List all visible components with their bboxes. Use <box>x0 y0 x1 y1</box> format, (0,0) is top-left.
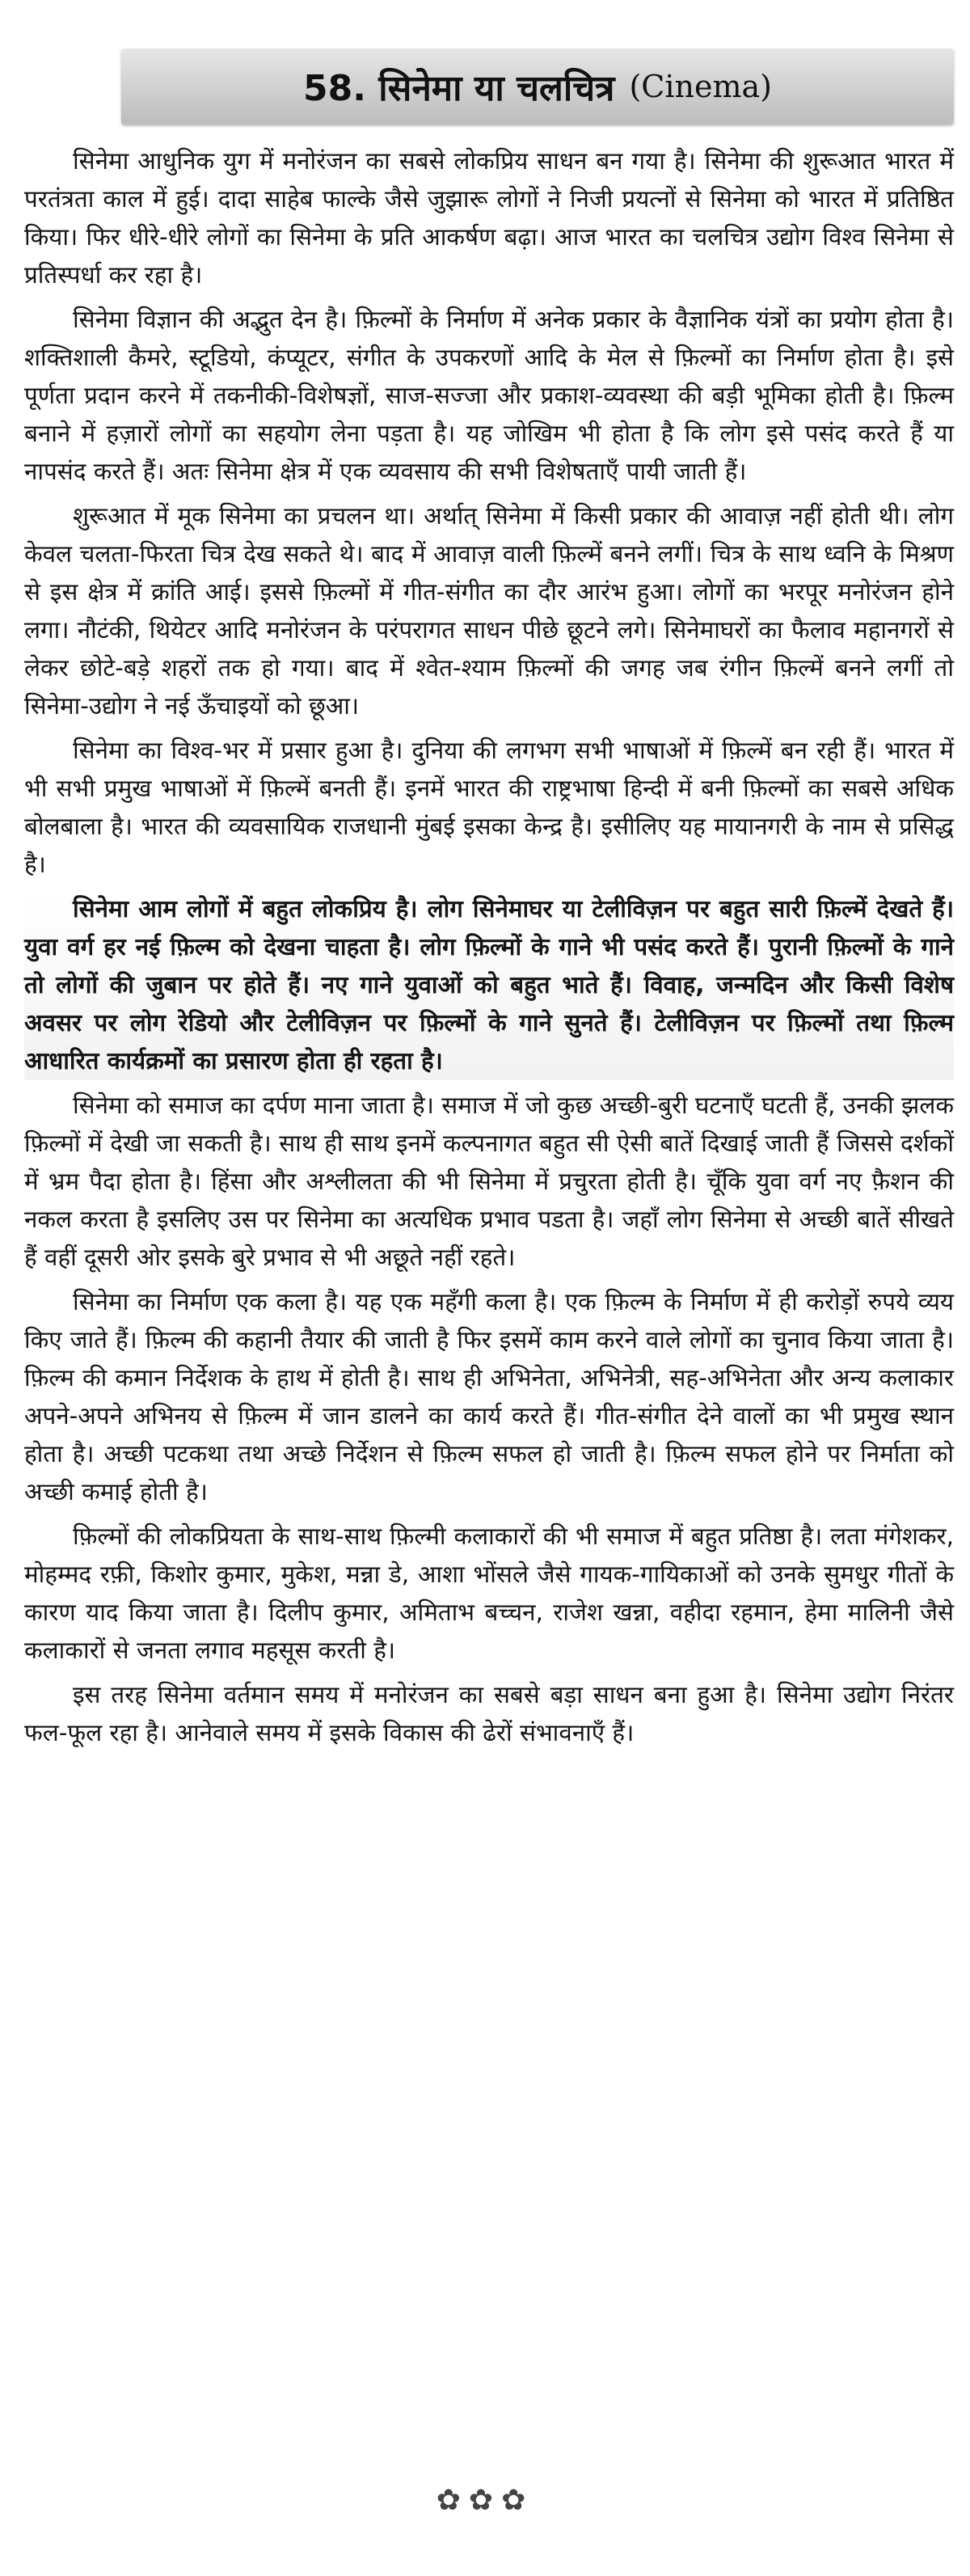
page-title-english: (Cinema) <box>629 69 772 104</box>
flower-ornament-icon: ✿✿✿ <box>436 2484 534 2517</box>
paragraph-popularity: सिनेमा आम लोगों में बहुत लोकप्रिय है। लोग सिनेमाघर या टेलीविज़न पर बहुत सारी फ़िल्में देखते हैं। युवा वर्ग हर नई फ़िल्म को देखना चाहता है। लोग फ़िल्मों के गाने भी पसंद करते हैं। पुरानी फ़िल्मों के गाने तो लोगों की जुबान पर होते हैं। नए गाने युवाओं को बहुत भाते हैं। विवाह, जन्मदिन और किसी विशेष अवसर पर लोग रेडियो और टेलीविज़न पर फ़िल्मों के गाने सुनते हैं। टेलीविज़न पर फ़िल्मों तथा फ़िल्म आधारित कार्यक्रमों का प्रसारण होता ही रहता है। <box>24 890 954 1080</box>
essay-body <box>24 142 954 1759</box>
paragraph-conclusion: इस तरह सिनेमा वर्तमान समय में मनोरंजन का सबसे बड़ा साधन बना हुआ है। सिनेमा उद्योग निरंतर फल-फूल रहा है। आनेवाले समय में इसके विकास की ढेरों संभावनाएँ हैं। <box>24 1681 954 1746</box>
paragraph-spread: सिनेमा का विश्व-भर में प्रसार हुआ है। दुनिया की लगभग सभी भाषाओं में फ़िल्में बन रही हैं। भारत में भी सभी प्रमुख भाषाओं में फ़िल्में बनती हैं। इनमें भारत की राष्ट्रभाषा हिन्दी में बनी फ़िल्मों का सबसे अधिक बोलबाला है। भारत की व्यवसायिक राजधानी मुंबई इसका केन्द्र है। इसीलिए यह मायानगरी के नाम से प्रसिद्ध है। <box>24 737 954 878</box>
paragraph-history: शुरूआत में मूक सिनेमा का प्रचलन था। अर्थात् सिनेमा में किसी प्रकार की आवाज़ नहीं होती थी। लोग केवल चलता-फिरता चित्र देख सकते थे। बाद में आवाज़ वाली फ़िल्में बनने लगीं। चित्र के साथ ध्वनि के मिश्रण से इस क्षेत्र में क्रांति आई। इससे फ़िल्मों में गीत-संगीत का दौर आरंभ हुआ। लोगों का भरपूर मनोरंजन होने लगा। नौटंकी, थियेटर आदि मनोरंजन के परंपरागत साधन पीछे छूटने लगे। सिनेमाघरों का फैलाव महानगरों से लेकर छोटे-बड़े शहरों तक हो गया। बाद में श्वेत-श्याम फ़िल्मों की जगह जब रंगीन फ़िल्में बनने लगीं तो सिनेमा-उद्योग ने नई ऊँचाइयों को छूआ। <box>24 502 954 720</box>
paragraph-society: सिनेमा को समाज का दर्पण माना जाता है। समाज में जो कुछ अच्छी-बुरी घटनाएँ घटती हैं, उनकी झलक फ़िल्मों में देखी जा सकती है। साथ ही साथ इनमें कल्पनागत बहुत सी ऐसी बातें दिखाई जाती हैं जिससे दर्शकों में भ्रम पैदा होता है। हिंसा और अश्लीलता की भी सिनेमा में प्रचुरता होती है। चूँकि युवा वर्ग नए फ़ैशन की नकल करता है इसलिए उस पर सिनेमा का अत्यधिक प्रभाव पडता है। जहाँ लोग सिनेमा से अच्छी बातें सीखते हैं वहीं दूसरी ओर इसके बुरे प्रभाव से भी अछूते नहीं रहते। <box>24 1092 954 1271</box>
title-banner <box>121 49 954 125</box>
paragraph-intro: सिनेमा आधुनिक युग में मनोरंजन का सबसे लोकप्रिय साधन बन गया है। सिनेमा की शुरूआत भारत में परतंत्रता काल में हुई। दादा साहेब फाल्के जैसे जुझारू लोगों ने निजी प्रयत्नों से सिनेमा को भारत में प्रतिष्ठित किया। फिर धीरे-धीरे लोगों का सिनेमा के प्रति आकर्षण बढ़ा। आज भारत का चलचित्र उद्योग विश्व सिनेमा से प्रतिस्पर्धा कर रहा है। <box>24 147 954 289</box>
paragraph-science: सिनेमा विज्ञान की अद्भुत देन है। फ़िल्मों के निर्माण में अनेक प्रकार के वैज्ञानिक यंत्रों का प्रयोग होता है। शक्तिशाली कैमरे, स्टूडियो, कंप्यूटर, संगीत के उपकरणों आदि के मेल से फ़िल्मों का निर्माण होता है। इसे पूर्णता प्रदान करने में तकनीकी-विशेषज्ञों, साज-सज्जा और प्रकाश-व्यवस्था की बड़ी भूमिका होती है। फ़िल्म बनाने में हज़ारों लोगों का सहयोग लेना पड़ता है। यह जोखिम भी होता है कि लोग इसे पसंद करते हैं या नापसंद करते हैं। अतः सिनेमा क्षेत्र में एक व्यवसाय की सभी विशेषताएँ पायी जाती हैं। <box>24 306 954 485</box>
paragraph-art: सिनेमा का निर्माण एक कला है। यह एक महँगी कला है। एक फ़िल्म के निर्माण में ही करोड़ों रुपये व्यय किए जाते हैं। फ़िल्म की कहानी तैयार की जाती है फिर इसमें काम करने वाले लोगों का चुनाव किया जाता है। फ़िल्म की कमान निर्देशक के हाथ में होती है। साथ ही अभिनेता, अभिनेत्री, सह-अभिनेता और अन्य कलाकार अपने-अपने अभिनय से फ़िल्म में जान डालने का कार्य करते हैं। गीत-संगीत देने वालों का भी प्रमुख स्थान होता है। अच्छी पटकथा तथा अच्छे निर्देशन से फ़िल्म सफल हो जाती है। फ़िल्म सफल होने पर निर्माता को अच्छी कमाई होती है। <box>24 1288 954 1505</box>
paragraph-artists: फ़िल्मों की लोकप्रियता के साथ-साथ फ़िल्मी कलाकारों की भी समाज में बहुत प्रतिष्ठा है। लता मंगेशकर, मोहम्मद रफ़ी, किशोर कुमार, मुकेश, मन्ना डे, आशा भोंसले जैसे गायक-गायिकाओं को उनके सुमधुर गीतों के कारण याद किया जाता है। दिलीप कुमार, अमिताभ बच्चन, राजेश खन्ना, वहीदा रहमान, हेमा मालिनी जैसे कलाकारों से जनता लगाव महसूस करती है। <box>24 1522 954 1664</box>
page-title: 58. सिनेमा या चलचित्र <box>302 68 615 109</box>
